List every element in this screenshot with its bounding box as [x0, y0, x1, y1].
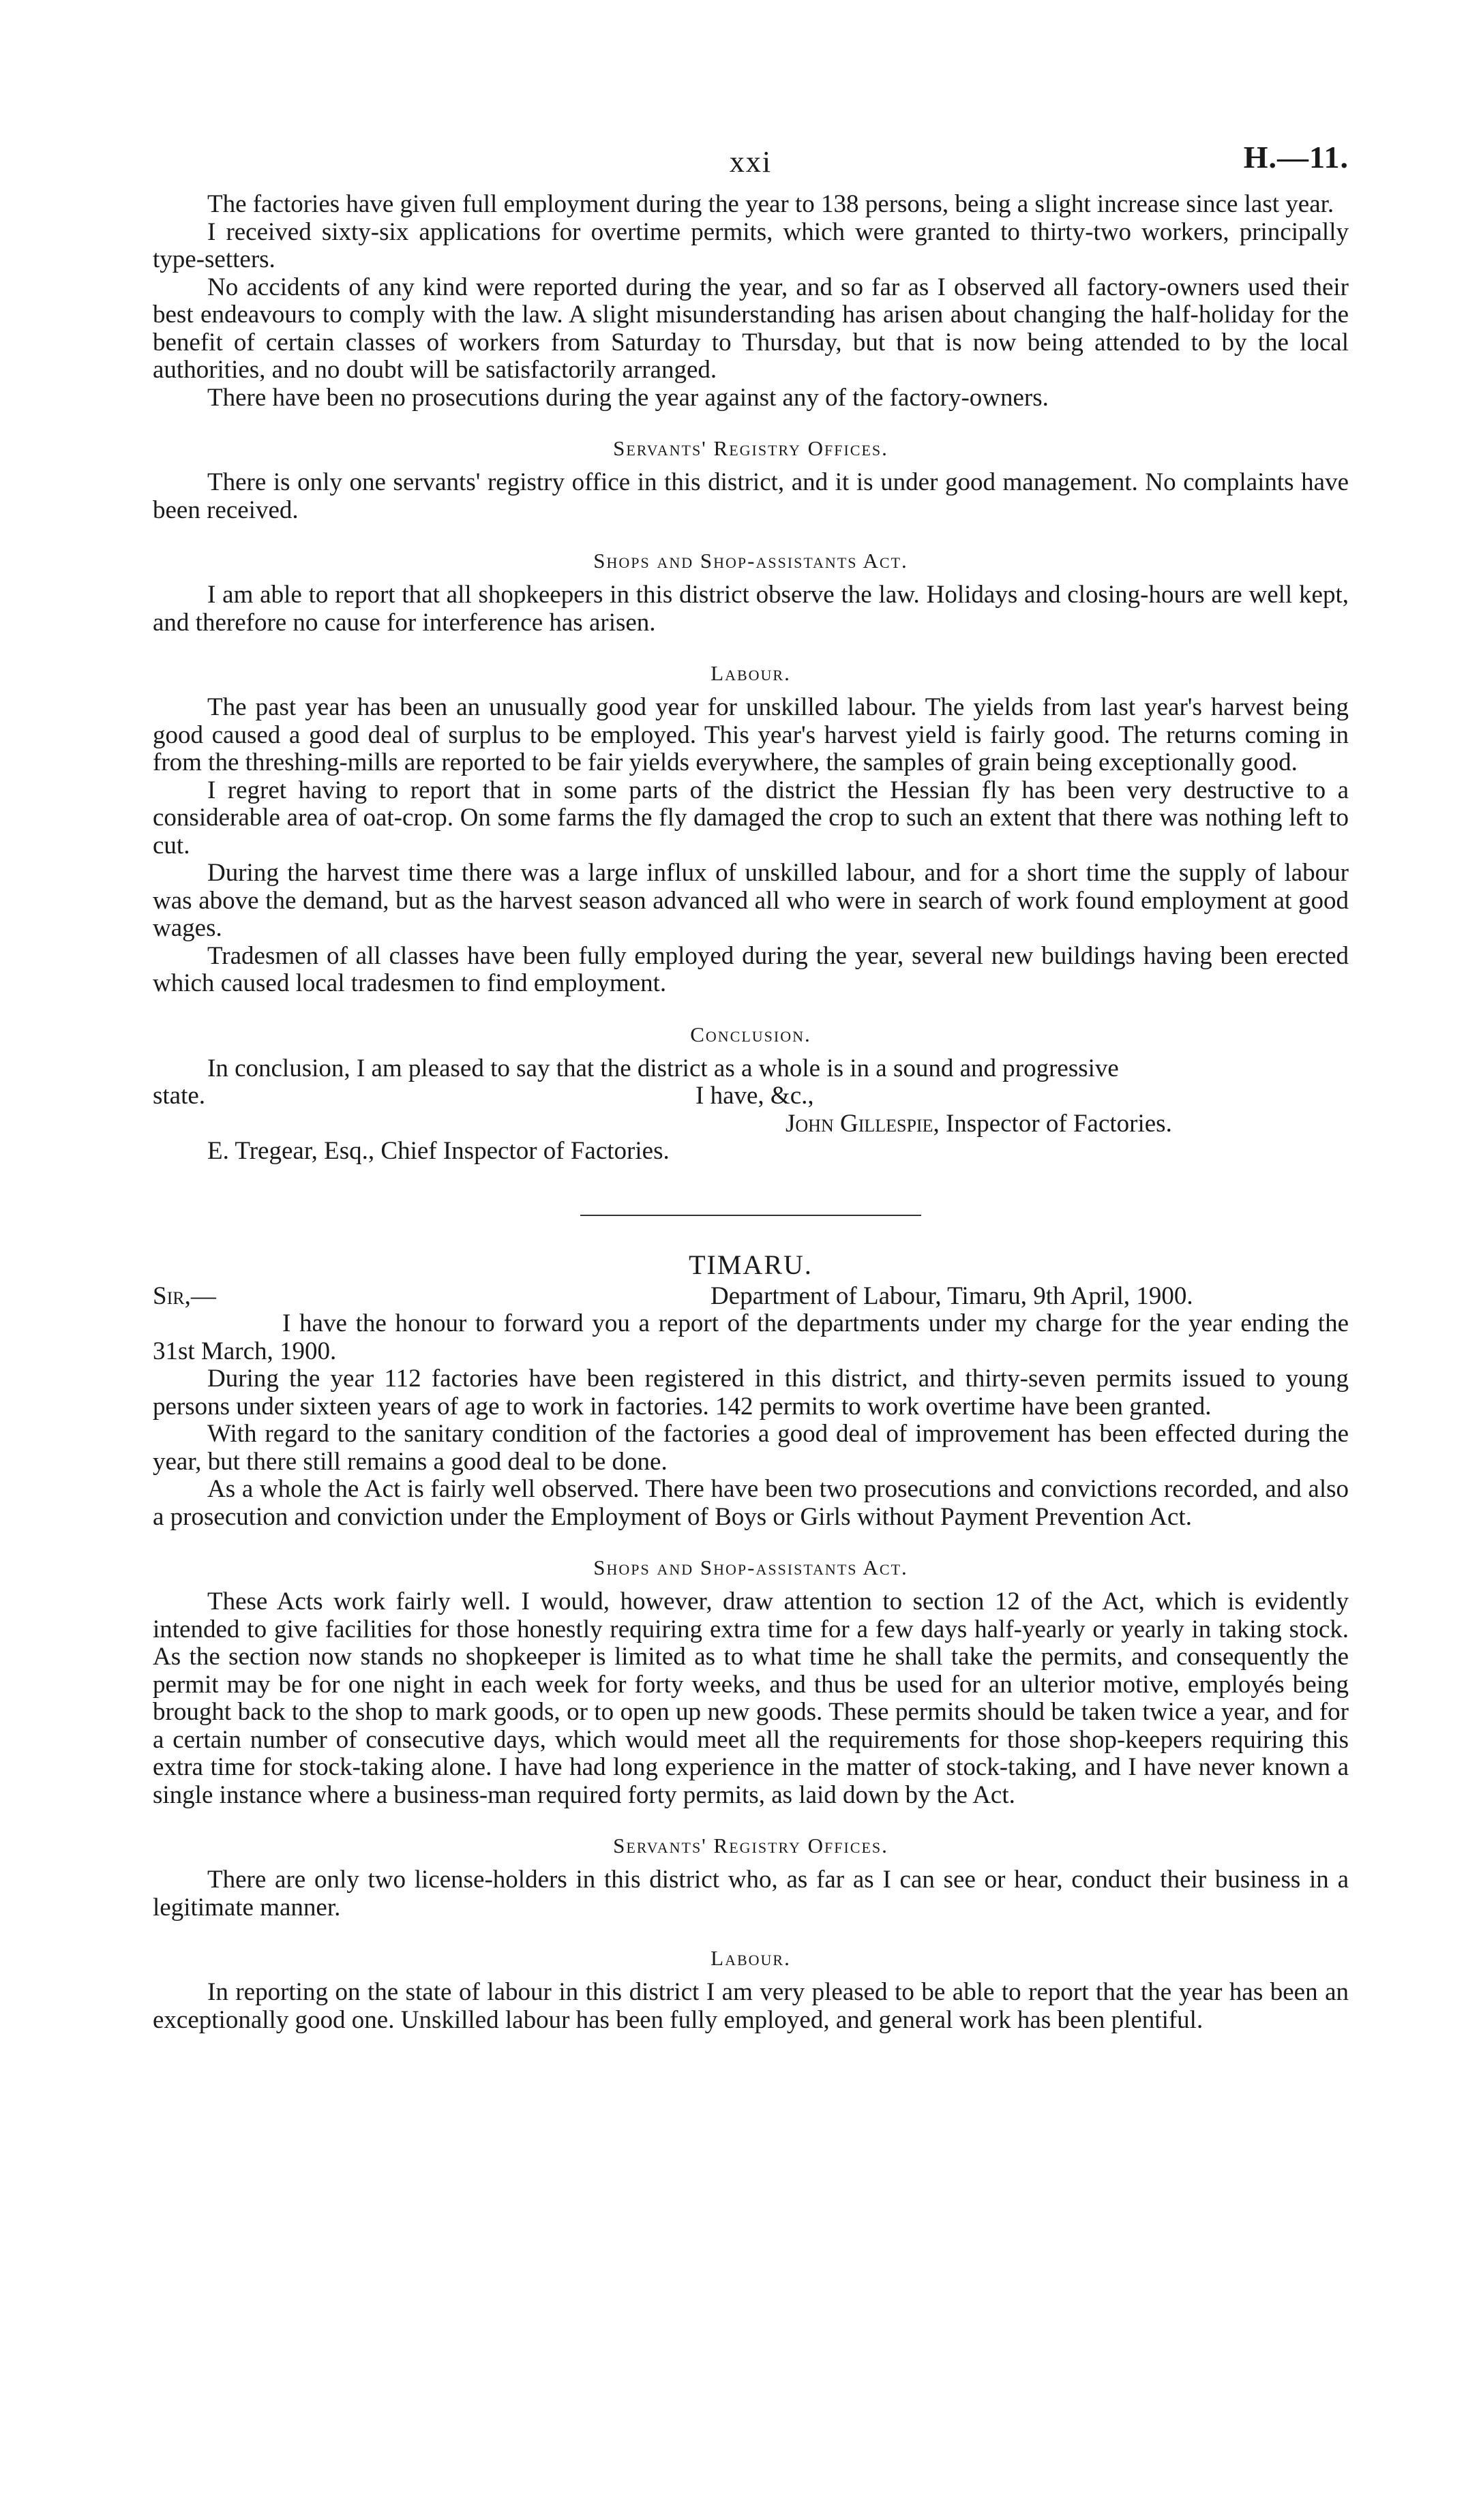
- section-heading: Conclusion.: [690, 1022, 811, 1046]
- section-heading: Servants' Registry Offices.: [613, 1834, 888, 1857]
- addressee: E. Tregear, Esq., Chief Inspector of Factories.: [207, 1137, 670, 1165]
- paragraph: In reporting on the state of labour in this district I am very pleased to be able to report that the year has been an exceptionally good one. Unskilled labour has been fully employed, and general work has been plentiful.: [153, 1978, 1349, 2034]
- paragraph: There are only two license-holders in this district who, as far as I can see or hear, conduct their business in a legitimate manner.: [153, 1866, 1349, 1922]
- section-heading: Shops and Shop-assistants Act.: [593, 549, 908, 573]
- closing-phrase: I have, &c.,: [695, 1082, 814, 1110]
- signature-title: Inspector of Factories.: [945, 1109, 1172, 1138]
- salutation-row: [153, 1283, 1349, 1311]
- paragraph: There is only one servants' registry office in this district, and it is under good management. No complaints have been received.: [153, 468, 1349, 524]
- section-heading: Servants' Registry Offices.: [613, 436, 888, 460]
- section-heading: Shops and Shop-assistants Act.: [593, 1555, 908, 1579]
- addressee-row: [153, 1138, 1349, 1166]
- conclusion-end: state.: [153, 1082, 206, 1110]
- section-factories: [153, 191, 1349, 412]
- paragraph: The past year has been an unusually good year for unskilled labour. The yields from last year's harvest being good caused a good deal of surplus to be employed. This year's harvest yield is fairly good. The returns coming in from the threshing-mills are reported to be fair yields everywhere, the samples of grain being exceptionally good.: [153, 693, 1349, 776]
- paragraph: There have been no prosecutions during the year against any of the factory-owners.: [207, 383, 1049, 412]
- closing-row: [153, 1082, 1349, 1110]
- paragraph: These Acts work fairly well. I would, however, draw attention to section 12 of the Act, which is evidently intended to give facilities for those honestly requiring extra time for a few days half-yearly or yearly in taking stock. As the section now stands no shopkeeper is limited as to what time he shall take the permits, and consequently the permit may be for one night in each week for forty weeks, and thus be used for an ulterior motive, employés being brought back to the shop to mark goods, or to open up new goods. These permits should be taken twice a year, and for a certain number of consecutive days, which would meet all the requirements for those shop-keepers requiring this extra time for stock-taking alone. I have had long experience in the matter of stock-taking, and I have never known a single instance where a business-man required forty permits, as laid down by the Act.: [153, 1588, 1349, 1809]
- document-reference: H.—11.: [1243, 140, 1349, 174]
- salutation: Sir,—: [153, 1281, 216, 1310]
- page-header: [153, 130, 1349, 191]
- section-title: TIMARU.: [689, 1249, 813, 1280]
- paragraph: During the year 112 factories have been registered in this district, and thirty-seven permits issued to young persons under sixteen years of age to work in factories. 142 permits to work overtime have been granted.: [153, 1365, 1349, 1421]
- section-heading: Labour.: [710, 661, 791, 685]
- paragraph: I have the honour to forward you a report of the departments under my charge for the year ending the 31st March, 1900.: [153, 1309, 1349, 1365]
- dateline: Department of Labour, Timaru, 9th April, 1900.: [710, 1281, 1193, 1310]
- paragraph: In conclusion, I am pleased to say that the district as a whole is in a sound and progressive: [207, 1054, 1119, 1082]
- paragraph: I am able to report that all shopkeepers in this district observe the law. Holidays and closing-hours are well kept, and therefore no cause for interference has arisen.: [153, 581, 1349, 637]
- page-number: xxi: [729, 145, 773, 179]
- paragraph: With regard to the sanitary condition of the factories a good deal of improvement has been effected during the year, but there still remains a good deal to be done.: [153, 1420, 1349, 1476]
- paragraph: I received sixty-six applications for overtime permits, which were granted to thirty-two workers, principally type-setters.: [153, 217, 1349, 273]
- signature-row: [153, 1110, 1349, 1138]
- section-divider: [580, 1215, 921, 1216]
- signature-name: John Gillespie,: [786, 1109, 940, 1138]
- document-page: [153, 130, 1349, 2034]
- paragraph: No accidents of any kind were reported during the year, and so far as I observed all factory-owners used their best endeavours to comply with the law. A slight misunderstanding has arisen about changing the half-holiday for the benefit of certain classes of workers from Saturday to Thursday, but that is now being attended to by the local authorities, and no doubt will be satisfactorily arranged.: [153, 273, 1349, 384]
- paragraph: During the harvest time there was a large influx of unskilled labour, and for a short time the supply of labour was above the demand, but as the harvest season advanced all who were in search of work found employment at good wages.: [153, 859, 1349, 942]
- paragraph: Tradesmen of all classes have been fully employed during the year, several new buildings having been erected which caused local tradesmen to find employment.: [153, 941, 1349, 997]
- signature: [786, 1110, 1172, 1138]
- paragraph: As a whole the Act is fairly well observed. There have been two prosecutions and convictions recorded, and also a prosecution and conviction under the Employment of Boys or Girls without Payment Prevention Act.: [153, 1475, 1349, 1531]
- section-heading: Labour.: [710, 1946, 791, 1970]
- paragraph: The factories have given full employment during the year to 138 persons, being a slight increase since last year.: [207, 190, 1334, 218]
- paragraph: I regret having to report that in some parts of the district the Hessian fly has been very destructive to a considerable area of oat-crop. On some farms the fly damaged the crop to such an extent that there was nothing left to cut.: [153, 776, 1349, 860]
